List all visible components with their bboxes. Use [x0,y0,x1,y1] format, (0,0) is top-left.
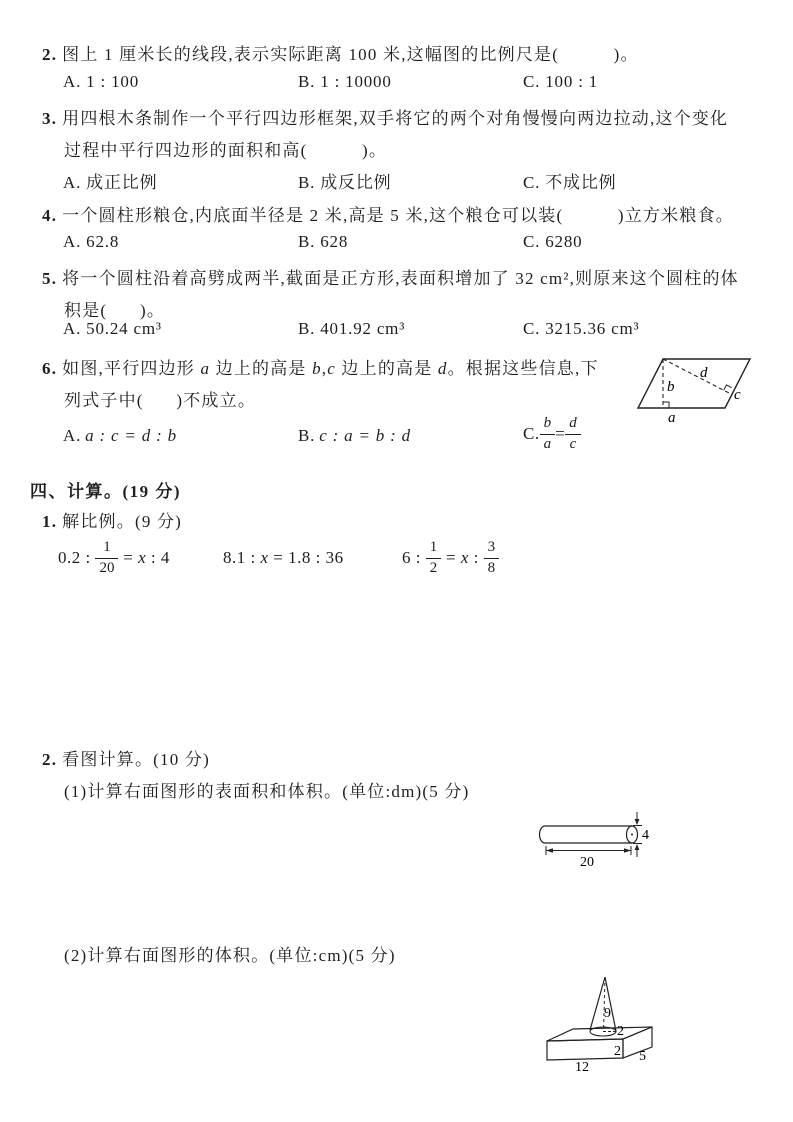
question-3-line2: 过程中平行四边形的面积和高( )。 [64,141,388,160]
option-c-label: C. [523,424,540,443]
variable-a: a [200,359,211,378]
question-3-option-a: A. 成正比例 [63,173,158,192]
question-6-option-b [298,426,411,446]
variable-x: x [460,548,469,567]
question-3-text-line1: 用四根木条制作一个平行四边形框架,双手将它的两个对角慢慢向两边拉动,这个变化 [62,109,729,128]
subquestion-2-number: 2. [42,750,58,769]
equals-sign: = [555,424,566,443]
question-2-option-a: A. 1 : 100 [63,72,139,91]
question-4-number: 4. [42,206,58,225]
section-4-title: 四、计算。(19 分) [30,482,182,501]
equation-1: 0.2 : $\frac{1}{20}$ = x : 4 [58,539,170,576]
question-5-options [0,319,793,345]
question-5-option-a: A. 50.24 cm³ [63,319,162,338]
question-2-text: 图上 1 厘米长的线段,表示实际距离 100 米,这幅图的比例尺是( )。 [62,45,639,64]
fraction-1-over-20: $\frac{1}{20}$ [95,539,118,577]
label-box-width: 5 [639,1049,646,1064]
question-2-option-c: C. 100 : 1 [523,72,599,91]
subquestion-2-title [42,745,210,770]
label-side-a: a [668,410,676,424]
question-6-option-c [523,410,581,458]
question-6-text-part: 边上的高是 [210,359,313,378]
question-4-option-c: C. 6280 [523,232,583,251]
question-3-option-c: C. 不成比例 [523,173,617,192]
question-6-options [0,426,793,452]
equation-2: 8.1 : x = 1.8 : 36 [223,548,344,567]
label-height-b: b [667,379,675,395]
option-b-expression: c : a = b : d [319,426,411,445]
question-4-line [42,201,734,226]
fraction-3-over-8: $\frac{3}{8}$ [484,539,500,577]
question-3-option-b: B. 成反比例 [298,173,392,192]
option-a-expression: a : c = d : b [85,426,177,445]
question-6-line1 [42,354,599,379]
label-box-length: 12 [575,1060,589,1073]
variable-x: x [138,548,147,567]
label-cone-radius: 2 [617,1024,624,1039]
question-2-number: 2. [42,45,58,64]
question-4-option-a: A. 62.8 [63,232,120,251]
option-a-label: A. [63,426,82,445]
fraction-1-over-2: $\frac{1}{2}$ [426,539,442,577]
item-1-text: (1)计算右面图形的表面积和体积。(单位:dm)(5 分) [64,782,470,801]
item-2-text: (2)计算右面图形的体积。(单位:cm)(5 分) [64,946,396,965]
subquestion-2-text: 看图计算。(10 分) [62,750,210,769]
question-2-options [0,72,793,98]
question-6-text-part: , [321,359,328,378]
label-diameter: 4 [642,828,649,843]
question-5-option-b: B. 401.92 cm³ [298,319,406,338]
question-5-line2: 积是( )。 [64,301,166,320]
cone-on-box-figure [538,965,673,1073]
question-2-line [42,40,639,65]
question-6-option-a [63,426,177,446]
question-3-number: 3. [42,109,58,128]
question-4-option-b: B. 628 [298,232,349,251]
question-3-line1 [42,104,728,129]
question-6-text-part: 如图,平行四边形 [62,359,201,378]
option-b-label: B. [298,426,316,445]
variable-x: x [260,548,269,567]
question-2-option-b: B. 1 : 10000 [298,72,392,91]
equation-3: 6 : $\frac{1}{2}$ = x : $\frac{3}{8}$ [402,534,499,582]
fraction-b-over-a: $\frac{b}{a}$ [540,415,556,453]
question-5-option-c: C. 3215.36 cm³ [523,319,640,338]
question-6-text-part: 边上的高是 [335,359,438,378]
subquestion-1-title [42,507,182,532]
question-5-text-line1: 将一个圆柱沿着高劈成两半,截面是正方形,表面积增加了 32 cm²,则原来这个圆柱的体 [62,269,739,288]
subquestion-1-number: 1. [42,512,58,531]
question-5-number: 5. [42,269,58,288]
question-6-line2: 列式子中( )不成立。 [64,391,257,410]
cylinder-figure [533,806,663,871]
variable-c: c [327,359,336,378]
label-length: 20 [580,855,594,870]
label-box-height: 2 [614,1044,621,1059]
question-5-line1 [42,264,739,289]
question-6-number: 6. [42,359,58,378]
label-height-d: d [700,365,708,381]
question-3-options [0,168,793,194]
variable-d: d [437,359,448,378]
question-4-options [0,232,793,258]
subquestion-1-text: 解比例。(9 分) [62,512,183,531]
parallelogram-figure [628,346,778,424]
variable-b: b [312,359,322,378]
fraction-d-over-c: $\frac{d}{c}$ [565,415,581,453]
question-4-text: 一个圆柱形粮仓,内底面半径是 2 米,高是 5 米,这个粮仓可以装( )立方米粮食。 [62,206,734,225]
question-6-text-part: 。根据这些信息,下 [447,359,599,378]
label-cone-height: 9 [604,1006,611,1021]
label-side-c: c [734,387,741,403]
